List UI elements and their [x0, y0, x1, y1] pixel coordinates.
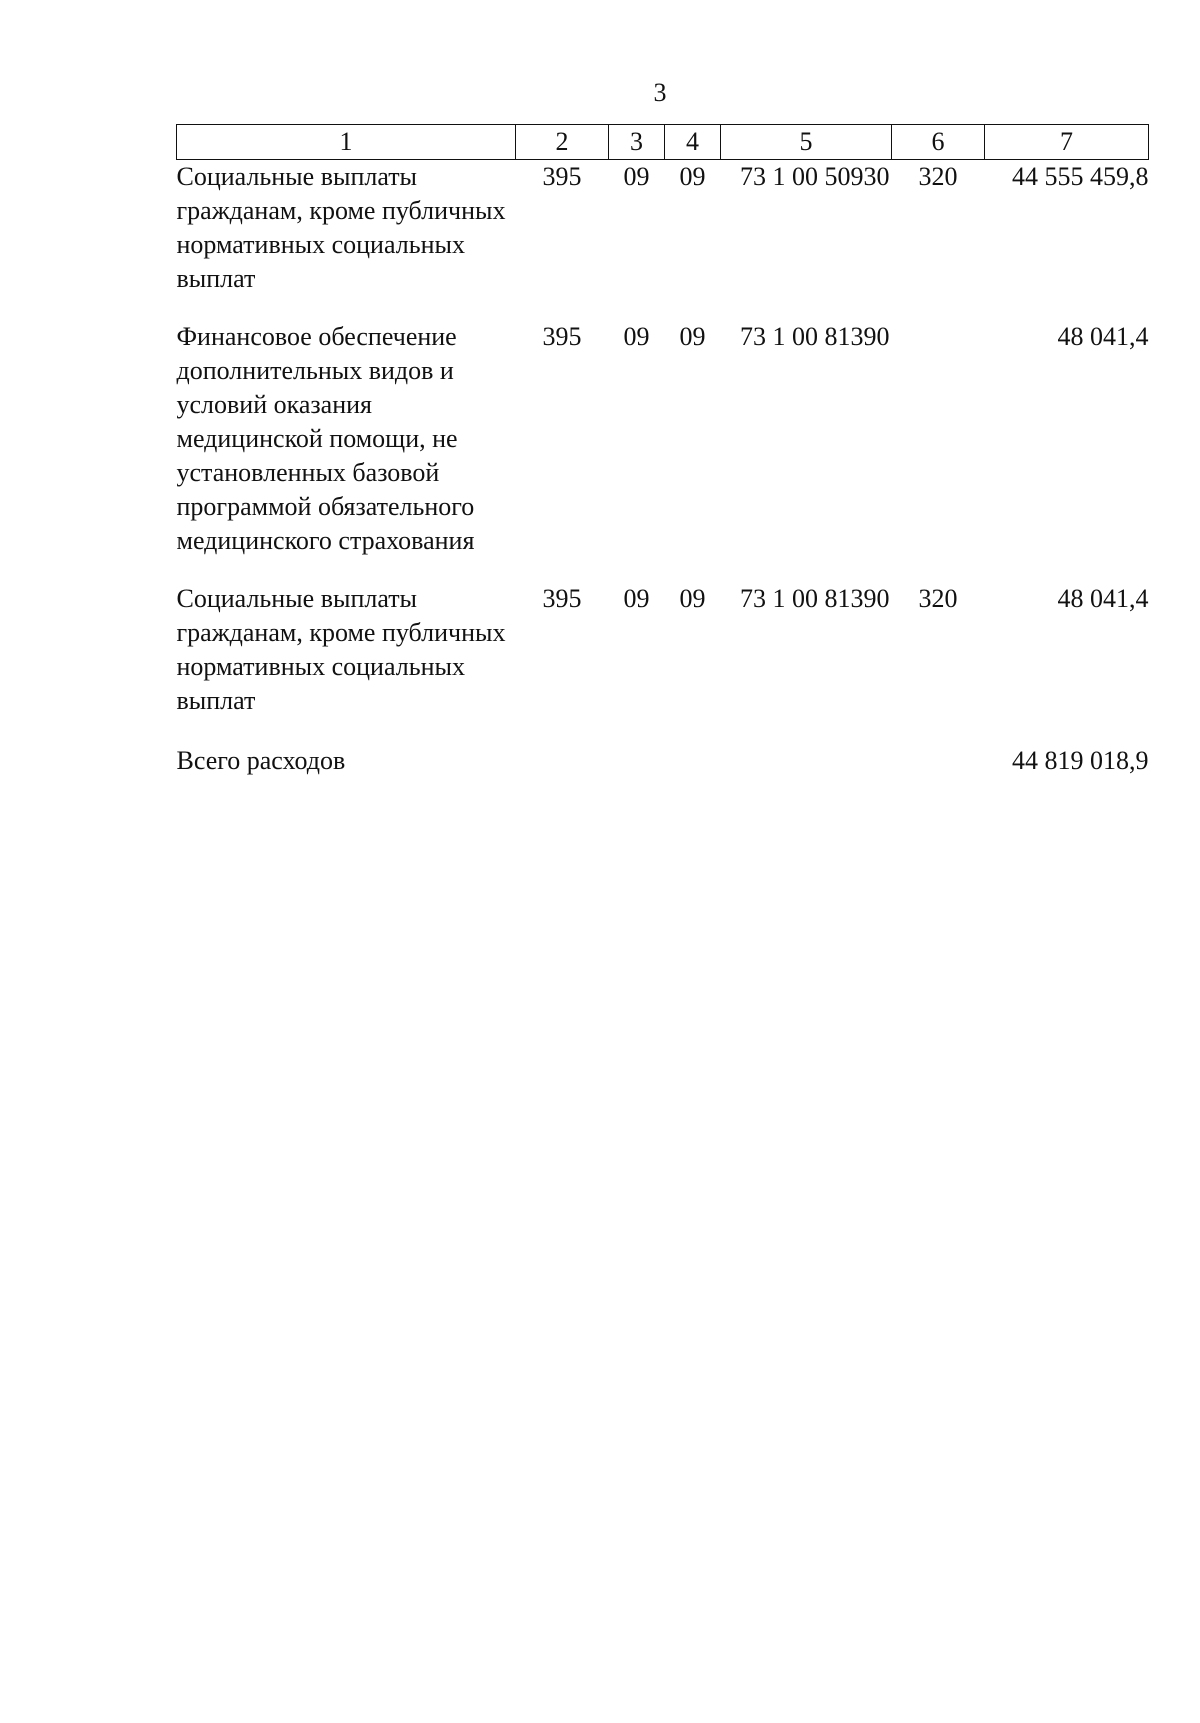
- page-number: 3: [653, 78, 667, 107]
- total-amount: 44 819 018,9: [1012, 746, 1149, 775]
- row-name: Финансовое обеспечение дополнительных видов и условий оказания медицинской помощи, не установленных базовой программой обязательного медицинского страхования: [176, 322, 475, 555]
- row-section: 09: [623, 584, 650, 613]
- header-col-7: 7: [985, 125, 1149, 160]
- row-subsection: 09: [679, 584, 706, 613]
- row-section: 09: [623, 322, 650, 351]
- table-row: [177, 320, 1149, 582]
- row-ministry-code: 395: [542, 162, 582, 191]
- budget-table: [176, 124, 1149, 778]
- table-row: [177, 582, 1149, 742]
- row-target-article: 73 1 00 81390: [740, 584, 890, 613]
- header-col-3: 3: [609, 125, 665, 160]
- total-label: Всего расходов: [176, 746, 346, 775]
- column-number-header: [177, 125, 1149, 160]
- row-name: Социальные выплаты гражданам, кроме публичных нормативных социальных выплат: [176, 584, 506, 715]
- row-target-article: 73 1 00 50930: [740, 162, 890, 191]
- row-expense-type: 320: [918, 162, 958, 191]
- header-col-5: 5: [721, 125, 892, 160]
- header-col-2: 2: [516, 125, 609, 160]
- row-ministry-code: 395: [542, 584, 582, 613]
- row-ministry-code: 395: [542, 322, 582, 351]
- row-name: Социальные выплаты гражданам, кроме публичных нормативных социальных выплат: [176, 162, 506, 293]
- table-row: [177, 160, 1149, 321]
- header-col-6: 6: [892, 125, 985, 160]
- row-section: 09: [623, 162, 650, 191]
- row-subsection: 09: [679, 162, 706, 191]
- row-amount: 48 041,4: [1057, 584, 1149, 613]
- row-target-article: 73 1 00 81390: [740, 322, 890, 351]
- row-subsection: 09: [679, 322, 706, 351]
- row-amount: 44 555 459,8: [1012, 162, 1149, 191]
- header-col-4: 4: [665, 125, 721, 160]
- row-amount: 48 041,4: [1057, 322, 1149, 351]
- header-col-1: 1: [177, 125, 516, 160]
- total-row: [177, 742, 1149, 778]
- row-expense-type: [892, 320, 985, 582]
- row-expense-type: 320: [918, 584, 958, 613]
